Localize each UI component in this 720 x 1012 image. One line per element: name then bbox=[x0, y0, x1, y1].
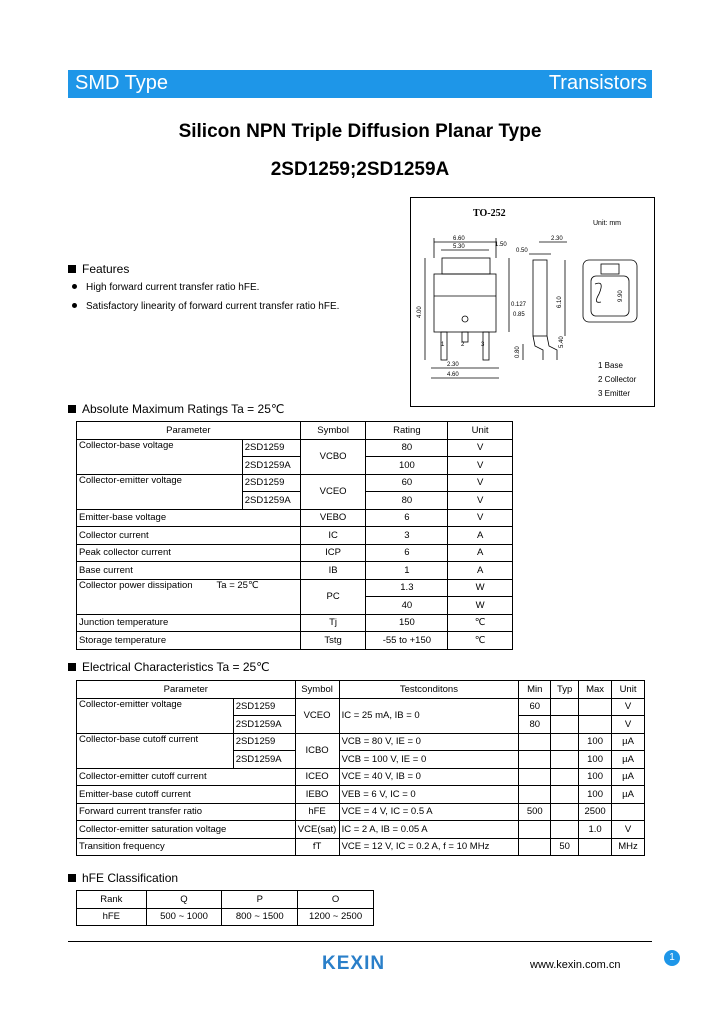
table-cell bbox=[519, 751, 551, 769]
table-cell: 2SD1259A bbox=[233, 751, 295, 769]
hfe-class-table bbox=[76, 890, 374, 926]
text-label: Absolute Maximum Ratings Ta = 25℃ bbox=[82, 402, 285, 416]
table-cell: A bbox=[448, 527, 513, 545]
feature-item bbox=[72, 282, 259, 293]
table-cell: 6 bbox=[366, 509, 448, 527]
table-row bbox=[77, 474, 513, 492]
table-cell: V bbox=[448, 474, 513, 492]
table-cell: Rating bbox=[366, 422, 448, 440]
table-cell bbox=[551, 803, 579, 821]
table-row bbox=[77, 698, 645, 716]
table-cell: VCB = 80 V, IE = 0 bbox=[339, 733, 519, 751]
table-cell: Peak collector current bbox=[77, 544, 301, 562]
table-cell: 100 bbox=[366, 457, 448, 475]
table-cell: 2SD1259A bbox=[233, 716, 295, 734]
abs-max-table bbox=[76, 421, 513, 650]
table-cell: 1 bbox=[366, 562, 448, 580]
table-cell: Rank bbox=[77, 891, 147, 909]
table-row bbox=[77, 803, 645, 821]
table-cell bbox=[551, 821, 579, 839]
table-cell: 3 bbox=[366, 527, 448, 545]
table-cell: IEBO bbox=[295, 786, 339, 804]
table-cell: µA bbox=[612, 733, 645, 751]
dim-label: 0.85 bbox=[513, 312, 525, 318]
text-label: High forward current transfer ratio hFE. bbox=[86, 282, 260, 293]
text-label: Electrical Characteristics Ta = 25℃ bbox=[82, 660, 270, 674]
table-cell: 1.3 bbox=[366, 579, 448, 597]
dim-label: 6.10 bbox=[557, 296, 563, 308]
table-cell: 60 bbox=[366, 474, 448, 492]
table-cell: P bbox=[222, 891, 298, 909]
table-cell: Collector current bbox=[77, 527, 301, 545]
table-cell: ICBO bbox=[295, 733, 339, 768]
table-row bbox=[77, 544, 513, 562]
table-cell bbox=[551, 786, 579, 804]
page-number-badge: 1 bbox=[664, 950, 680, 966]
table-cell bbox=[77, 579, 301, 614]
table-cell: 100 bbox=[579, 768, 612, 786]
table-cell: Unit bbox=[612, 681, 645, 699]
table-cell: 80 bbox=[519, 716, 551, 734]
table-cell: Storage temperature bbox=[77, 632, 301, 650]
dim-label: 2.30 bbox=[447, 362, 459, 368]
table-cell bbox=[551, 733, 579, 751]
table-cell: 80 bbox=[366, 439, 448, 457]
dim-label: 2.30 bbox=[551, 236, 563, 242]
footer-divider bbox=[68, 941, 652, 942]
table-cell: V bbox=[612, 698, 645, 716]
table-cell: IC = 25 mA, IB = 0 bbox=[339, 698, 519, 733]
table-cell: VCEO bbox=[300, 474, 366, 509]
bullet-square-icon bbox=[68, 874, 76, 882]
table-cell: Testconditons bbox=[339, 681, 519, 699]
table-cell: V bbox=[448, 439, 513, 457]
table-row bbox=[77, 786, 645, 804]
svg-text:2: 2 bbox=[461, 342, 465, 348]
table-cell: VEBO bbox=[300, 509, 366, 527]
table-cell: 100 bbox=[579, 786, 612, 804]
table-cell: V bbox=[448, 492, 513, 510]
part-numbers: 2SD1259;2SD1259A bbox=[270, 159, 450, 180]
table-cell bbox=[579, 838, 612, 856]
table-row bbox=[77, 821, 645, 839]
table-cell: Transition frequency bbox=[77, 838, 296, 856]
table-row bbox=[77, 579, 513, 597]
elec-heading bbox=[68, 660, 270, 674]
bullet-square-icon bbox=[68, 405, 76, 413]
page-title: Silicon NPN Triple Diffusion Planar Type bbox=[178, 121, 542, 142]
table-cell bbox=[519, 821, 551, 839]
text-label: Collector power dissipation bbox=[79, 579, 193, 591]
table-row bbox=[77, 908, 374, 926]
table-cell: Base current bbox=[77, 562, 301, 580]
bullet-square-icon bbox=[68, 663, 76, 671]
table-cell: -55 to +150 bbox=[366, 632, 448, 650]
table-row bbox=[77, 632, 513, 650]
table-cell: fT bbox=[295, 838, 339, 856]
table-cell: O bbox=[298, 891, 374, 909]
dim-label: 6.60 bbox=[453, 236, 465, 242]
features-heading bbox=[68, 262, 129, 276]
table-cell: VCE(sat) bbox=[295, 821, 339, 839]
package-name: TO-252 bbox=[473, 208, 506, 219]
header-left: SMD Type bbox=[75, 72, 168, 94]
dim-label: 0.127 bbox=[511, 302, 527, 308]
table-cell: V bbox=[448, 509, 513, 527]
bullet-square-icon bbox=[68, 265, 76, 273]
table-cell: Max bbox=[579, 681, 612, 699]
table-cell: 6 bbox=[366, 544, 448, 562]
table-cell: Tstg bbox=[300, 632, 366, 650]
feature-item bbox=[72, 301, 339, 312]
table-cell: 80 bbox=[366, 492, 448, 510]
table-cell: A bbox=[448, 562, 513, 580]
table-cell: Parameter bbox=[77, 422, 301, 440]
table-cell: 2SD1259 bbox=[233, 733, 295, 751]
table-cell: 100 bbox=[579, 751, 612, 769]
table-row bbox=[77, 527, 513, 545]
table-cell: Collector-base cutoff current bbox=[77, 733, 234, 768]
table-cell: V bbox=[612, 716, 645, 734]
table-cell: VCE = 4 V, IC = 0.5 A bbox=[339, 803, 519, 821]
table-cell: 2SD1259 bbox=[242, 474, 300, 492]
table-cell: IC bbox=[300, 527, 366, 545]
table-cell: ICP bbox=[300, 544, 366, 562]
pin-label: 1 Base bbox=[598, 361, 623, 370]
table-cell: Junction temperature bbox=[77, 614, 301, 632]
text-label: Ta = 25℃ bbox=[216, 579, 259, 591]
table-cell: V bbox=[448, 457, 513, 475]
table-row bbox=[77, 614, 513, 632]
table-cell: 500 ~ 1000 bbox=[146, 908, 222, 926]
table-cell: Emitter-base voltage bbox=[77, 509, 301, 527]
table-cell: W bbox=[448, 579, 513, 597]
table-cell: 2SD1259A bbox=[242, 457, 300, 475]
pin-label: 3 Emitter bbox=[598, 389, 631, 398]
footer-url[interactable]: www.kexin.com.cn bbox=[530, 959, 621, 971]
table-cell bbox=[519, 838, 551, 856]
table-cell: Parameter bbox=[77, 681, 296, 699]
table-cell: Symbol bbox=[295, 681, 339, 699]
bullet-dot-icon bbox=[72, 284, 77, 289]
dim-label: 0.50 bbox=[516, 248, 528, 254]
table-cell bbox=[519, 768, 551, 786]
table-cell: PC bbox=[300, 579, 366, 614]
table-cell: VEB = 6 V, IC = 0 bbox=[339, 786, 519, 804]
table-cell: 40 bbox=[366, 597, 448, 615]
package-unit: Unit: mm bbox=[593, 220, 621, 227]
abs-max-heading bbox=[68, 402, 284, 416]
table-cell: 100 bbox=[579, 733, 612, 751]
table-cell: Unit bbox=[448, 422, 513, 440]
table-cell: µA bbox=[612, 786, 645, 804]
hfe-class-heading bbox=[68, 871, 178, 885]
table-cell bbox=[551, 768, 579, 786]
dim-label: 5.30 bbox=[453, 244, 465, 250]
text-label: Features bbox=[82, 262, 130, 276]
bullet-dot-icon bbox=[72, 303, 77, 308]
kexin-logo: KEXIN bbox=[322, 953, 386, 974]
table-cell: Symbol bbox=[300, 422, 366, 440]
table-header-row bbox=[77, 422, 513, 440]
table-cell: ICEO bbox=[295, 768, 339, 786]
table-header-row bbox=[77, 681, 645, 699]
header-banner bbox=[68, 70, 652, 98]
dim-label: 0.80 bbox=[515, 346, 521, 358]
table-cell bbox=[551, 698, 579, 716]
table-cell: 150 bbox=[366, 614, 448, 632]
table-cell: 50 bbox=[551, 838, 579, 856]
table-cell: Typ bbox=[551, 681, 579, 699]
table-cell: VCE = 12 V, IC = 0.2 A, f = 10 MHz bbox=[339, 838, 519, 856]
table-cell: 1.0 bbox=[579, 821, 612, 839]
table-cell: hFE bbox=[295, 803, 339, 821]
table-cell: 2SD1259 bbox=[242, 439, 300, 457]
pin-label: 2 Collector bbox=[598, 375, 637, 384]
table-row bbox=[77, 562, 513, 580]
table-cell: VCE = 40 V, IB = 0 bbox=[339, 768, 519, 786]
table-cell bbox=[612, 803, 645, 821]
dim-label: 9.90 bbox=[618, 290, 624, 302]
package-outline bbox=[410, 197, 655, 407]
table-cell: Tj bbox=[300, 614, 366, 632]
table-cell: Min bbox=[519, 681, 551, 699]
header-right: Transistors bbox=[548, 72, 647, 94]
table-cell: VCEO bbox=[295, 698, 339, 733]
elec-table bbox=[76, 680, 645, 856]
table-cell bbox=[579, 716, 612, 734]
table-row bbox=[77, 509, 513, 527]
table-cell: 800 ~ 1500 bbox=[222, 908, 298, 926]
table-cell: Collector-emitter cutoff current bbox=[77, 768, 296, 786]
table-cell: 2SD1259A bbox=[242, 492, 300, 510]
table-header-row bbox=[77, 891, 374, 909]
table-cell: Collector-emitter voltage bbox=[77, 474, 243, 509]
table-cell: V bbox=[612, 821, 645, 839]
table-cell: W bbox=[448, 597, 513, 615]
table-cell: IB bbox=[300, 562, 366, 580]
table-cell bbox=[551, 716, 579, 734]
table-row bbox=[77, 439, 513, 457]
table-cell: VCB = 100 V, IE = 0 bbox=[339, 751, 519, 769]
table-cell bbox=[519, 733, 551, 751]
table-row bbox=[77, 733, 645, 751]
dim-label: 4.60 bbox=[447, 372, 459, 378]
table-cell: MHz bbox=[612, 838, 645, 856]
text-label: Satisfactory linearity of forward current transfer ratio hFE. bbox=[86, 301, 340, 312]
table-cell bbox=[551, 751, 579, 769]
dim-label: 1.50 bbox=[495, 242, 507, 248]
table-cell: ℃ bbox=[448, 614, 513, 632]
table-cell: IC = 2 A, IB = 0.05 A bbox=[339, 821, 519, 839]
table-cell bbox=[579, 698, 612, 716]
text-label: hFE Classification bbox=[82, 871, 179, 885]
table-row bbox=[77, 838, 645, 856]
table-cell: µA bbox=[612, 751, 645, 769]
table-cell: Forward current transfer ratio bbox=[77, 803, 296, 821]
svg-text:1: 1 bbox=[441, 342, 445, 348]
table-cell: ℃ bbox=[448, 632, 513, 650]
table-cell: VCBO bbox=[300, 439, 366, 474]
table-cell: Collector-emitter voltage bbox=[77, 698, 234, 733]
table-cell: Collector-emitter saturation voltage bbox=[77, 821, 296, 839]
table-cell bbox=[519, 786, 551, 804]
dim-label: 4.00 bbox=[417, 306, 423, 318]
table-cell: 2500 bbox=[579, 803, 612, 821]
table-cell: Collector-base voltage bbox=[77, 439, 243, 474]
table-cell: µA bbox=[612, 768, 645, 786]
table-cell: A bbox=[448, 544, 513, 562]
table-cell: 2SD1259 bbox=[233, 698, 295, 716]
svg-text:3: 3 bbox=[481, 342, 485, 348]
table-cell: 1200 ~ 2500 bbox=[298, 908, 374, 926]
table-cell: 500 bbox=[519, 803, 551, 821]
dim-label: 5.40 bbox=[559, 336, 565, 348]
table-cell: Q bbox=[146, 891, 222, 909]
table-cell: 60 bbox=[519, 698, 551, 716]
table-cell: hFE bbox=[77, 908, 147, 926]
table-row bbox=[77, 768, 645, 786]
table-cell: Emitter-base cutoff current bbox=[77, 786, 296, 804]
